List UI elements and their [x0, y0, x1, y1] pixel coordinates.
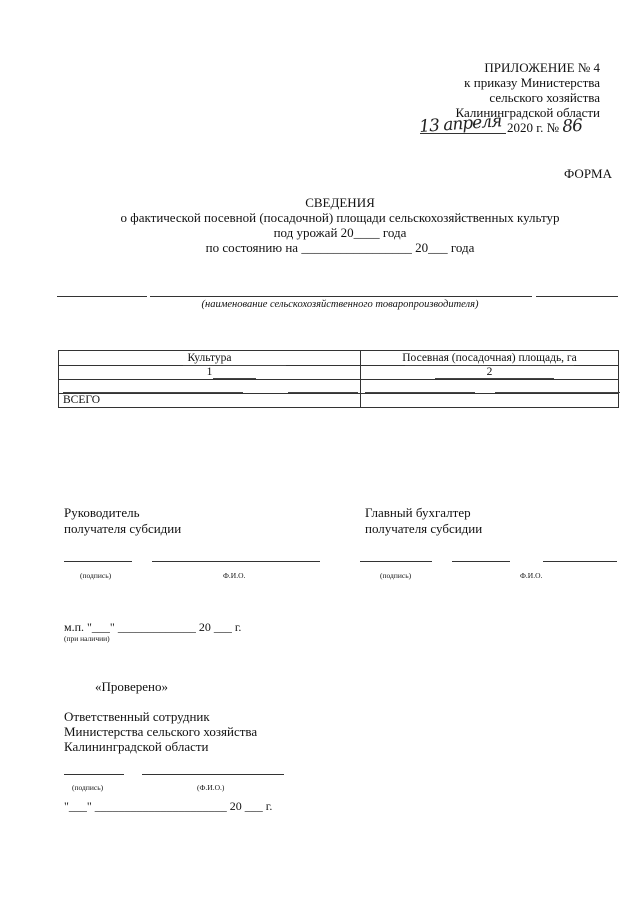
appendix-line-1: к приказу Министерства [464, 75, 600, 90]
appendix-line-2: сельского хозяйства [489, 90, 600, 105]
crop-area-table [58, 350, 619, 408]
accountant-title-1: Главный бухгалтер [365, 505, 471, 520]
form-label: ФОРМА [564, 166, 612, 181]
col-number-2: 2 [361, 366, 619, 380]
accountant-sign-caption: (подпись) [380, 571, 412, 580]
total-label: ВСЕГО [59, 394, 361, 408]
accountant-signature-line [360, 561, 432, 562]
verifier-fio-line [142, 774, 284, 775]
heading-line-2: под урожай 20____ года [273, 225, 407, 240]
total-value [361, 394, 619, 408]
verifier-sign-caption: (подпись) [72, 783, 104, 792]
appendix-title: ПРИЛОЖЕНИЕ № 4 [484, 60, 600, 75]
handwritten-date: 13 апреля [418, 111, 502, 137]
table-header-row [59, 351, 619, 366]
producer-caption: (наименование сельскохозяйственного товаропроизводителя) [201, 299, 479, 310]
accountant-fio-line-2 [543, 561, 617, 562]
col-number-1: 1 [59, 366, 361, 380]
header-area: Посевная (посадочная) площадь, га [361, 351, 619, 366]
verified-label: «Проверено» [95, 679, 168, 694]
verified-line-3: Калининградской области [64, 739, 209, 754]
date-underline [420, 133, 506, 134]
table-number-row [59, 366, 619, 380]
table-row [59, 380, 619, 394]
head-title-2: получателя субсидии [64, 521, 182, 536]
verified-line-2: Министерства сельского хозяйства [64, 724, 258, 739]
producer-line-seg-1 [57, 296, 147, 297]
handwritten-number: 86 [561, 115, 583, 137]
verified-date-line: "___" ______________________ 20 ___ г. [64, 799, 273, 813]
table-cell-area [361, 380, 619, 394]
head-title-1: Руководитель [64, 505, 140, 520]
head-sign-caption: (подпись) [80, 571, 112, 580]
heading-line-3: по состоянию на _________________ 20___ года [205, 240, 475, 255]
table-cell-crop [59, 380, 361, 394]
table-total-row [59, 394, 619, 408]
producer-line-seg-2 [150, 296, 532, 297]
producer-line-seg-3 [536, 296, 618, 297]
accountant-title-2: получателя субсидии [365, 521, 483, 536]
accountant-fio-line-1 [452, 561, 510, 562]
verifier-fio-caption: (Ф.И.О.) [197, 783, 225, 792]
appendix-line-3: Калининградской области [455, 105, 600, 120]
head-signature-line [64, 561, 132, 562]
verifier-signature-line [64, 774, 124, 775]
stamp-date-line: м.п. "___" _____________ 20 ___ г. [64, 620, 242, 634]
accountant-fio-caption: Ф.И.О. [520, 571, 543, 580]
head-fio-caption: Ф.И.О. [223, 571, 246, 580]
header-crop: Культура [59, 351, 361, 366]
document-title: СВЕДЕНИЯ [305, 195, 375, 210]
appendix-year: 2020 г. № [507, 120, 560, 135]
head-fio-line [152, 561, 320, 562]
verified-line-1: Ответственный сотрудник [64, 709, 210, 724]
stamp-caption: (при наличии) [64, 634, 110, 643]
heading-line-1: о фактической посевной (посадочной) площади сельскохозяйственных культур [120, 210, 560, 225]
